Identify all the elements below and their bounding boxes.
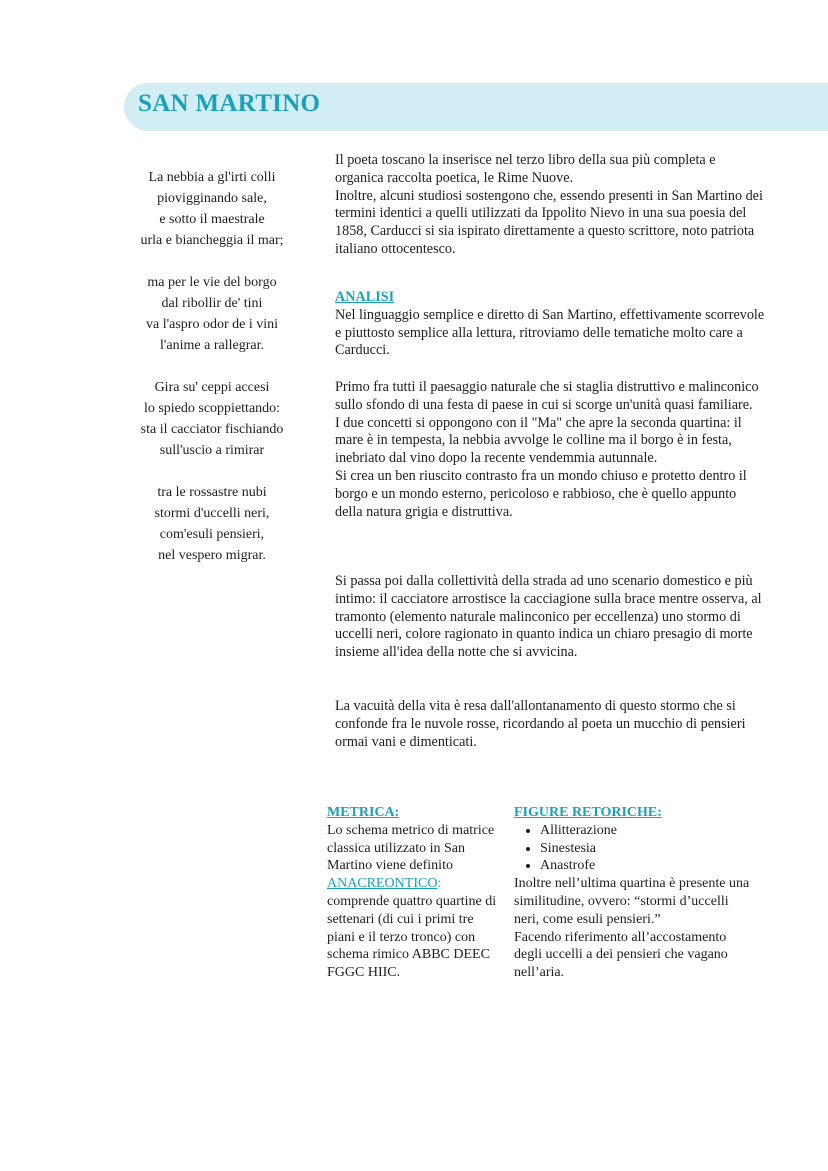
poem-line: ma per le vie del borgo bbox=[147, 275, 277, 290]
poem-line: sull'uscio a rimirar bbox=[159, 443, 265, 458]
poem-line: urla e biancheggia il mar; bbox=[140, 233, 284, 248]
figure-list bbox=[514, 822, 754, 875]
analisi-body-3 bbox=[335, 698, 765, 751]
poem-line: lo spiedo scoppiettando: bbox=[143, 401, 281, 416]
metrica-term: ANACREONTICO bbox=[327, 876, 438, 892]
analisi-section bbox=[335, 289, 765, 360]
poem-line: va l'aspro odor de i vini bbox=[146, 317, 278, 332]
poem-line: piovigginando sale, bbox=[157, 191, 267, 206]
metrica-text-before: Lo schema metrico di matrice classica utilizzato in San Martino viene definito bbox=[327, 822, 495, 874]
poem bbox=[112, 167, 312, 587]
intro-paragraph: Il poeta toscano la inserisce nel terzo libro della sua più completa e organica raccolta poetica, le Rime Nuove. bbox=[335, 152, 716, 186]
analisi-paragraph: Si passa poi dalla collettività della strada ad uno scenario domestico e più intimo: il cacciatore arrostisce la cacciagione sulla brace mentre osserva, al tramonto (elemento naturale malinconico per eccellenza) uno stormo di uccelli neri, colore ragionato in quanto indica un chiaro presagio di morte insieme all'idea della notte che si avvicina. bbox=[335, 573, 762, 661]
poem-line: com'esuli pensieri, bbox=[159, 527, 265, 542]
poem-line: tra le rossastre nubi bbox=[157, 485, 267, 500]
poem-line: sta il cacciator fischiando bbox=[140, 422, 284, 437]
poem-line: e sotto il maestrale bbox=[159, 212, 265, 227]
poem-line: l'anime a rallegrar. bbox=[160, 338, 264, 353]
poem-stanza-3 bbox=[112, 377, 312, 461]
analisi-paragraph: Si crea un ben riuscito contrasto fra un mondo chiuso e protetto dentro il borgo e un mondo esterno, pericoloso e rabbioso, che è quello appunto della natura grigia e distruttiva. bbox=[335, 467, 747, 520]
poem-line: nel vespero migrar. bbox=[158, 548, 266, 563]
analisi-body-2 bbox=[335, 573, 765, 662]
list-item: • Sinestesia bbox=[540, 840, 754, 858]
metrica-heading: METRICA: bbox=[327, 805, 400, 820]
poem-line: La nebbia a gl'irti colli bbox=[148, 170, 276, 185]
poem-stanza-1 bbox=[112, 167, 312, 251]
analisi-heading: ANALISI bbox=[335, 289, 395, 305]
figure-section bbox=[514, 804, 754, 982]
poem-line: dal ribollir de' tini bbox=[161, 296, 263, 311]
analisi-body bbox=[335, 379, 765, 521]
figure-text: Facendo riferimento all’accostamento degli uccelli a dei pensieri che vagano nell’aria. bbox=[514, 929, 728, 981]
poem-line: Gira su' ceppi accesi bbox=[154, 380, 270, 395]
title-banner bbox=[124, 83, 828, 131]
analisi-paragraph: La vacuità della vita è resa dall'allontanamento di questo stormo che si confonde fra le nuvole rosse, ricordando al poeta un mucchio di pensieri ormai vani e dimenticati. bbox=[335, 698, 746, 750]
analisi-paragraph: Primo fra tutti il paesaggio naturale che si staglia distruttivo e malinconico sullo sfondo di una festa di paese in cui si scorge un'unità quasi familiare. bbox=[335, 379, 759, 413]
poem-line: stormi d'uccelli neri, bbox=[154, 506, 270, 521]
metrica-section bbox=[327, 804, 497, 982]
figure-heading: FIGURE RETORICHE: bbox=[514, 805, 662, 820]
list-item: • Anastrofe bbox=[540, 857, 754, 875]
intro-section bbox=[335, 152, 765, 259]
metrica-term-suffix: : bbox=[437, 876, 442, 892]
intro-paragraph: Inoltre, alcuni studiosi sostengono che, essendo presenti in San Martino dei termini identici a quelli utilizzati da Ippolito Nievo in una sua poesia del 1858, Carducci si sia ispirato direttamente a questo scrittore, noto patriota italiano ottocentesco. bbox=[335, 187, 763, 257]
metrica-text-after: comprende quattro quartine di settenari (di cui i primi tre piani e il terzo tronco) con schema rimico ABBC DEEC FGGC HIIC. bbox=[327, 893, 497, 981]
metrica-text bbox=[327, 822, 497, 982]
analisi-paragraph: I due concetti si oppongono con il "Ma" che apre la seconda quartina: il mare è in tempesta, la nebbia avvolge le colline ma il borgo è in festa, inebriato dal vino dopo la recente vendemmia autunnale. bbox=[335, 414, 742, 467]
list-item: • Allitterazione bbox=[540, 822, 754, 840]
analisi-paragraph: Nel linguaggio semplice e diretto di San Martino, effettivamente scorrevole e piuttosto semplice alla lettura, ritroviamo delle tematiche molto care a Carducci. bbox=[335, 306, 765, 359]
page-title: SAN MARTINO bbox=[138, 90, 321, 117]
figure-text: Inoltre nell’ultima quartina è presente una similitudine, ovvero: “stormi d’uccelli neri, come esuli pensieri.” bbox=[514, 876, 750, 927]
poem-stanza-4 bbox=[112, 482, 312, 566]
poem-stanza-2 bbox=[112, 272, 312, 356]
